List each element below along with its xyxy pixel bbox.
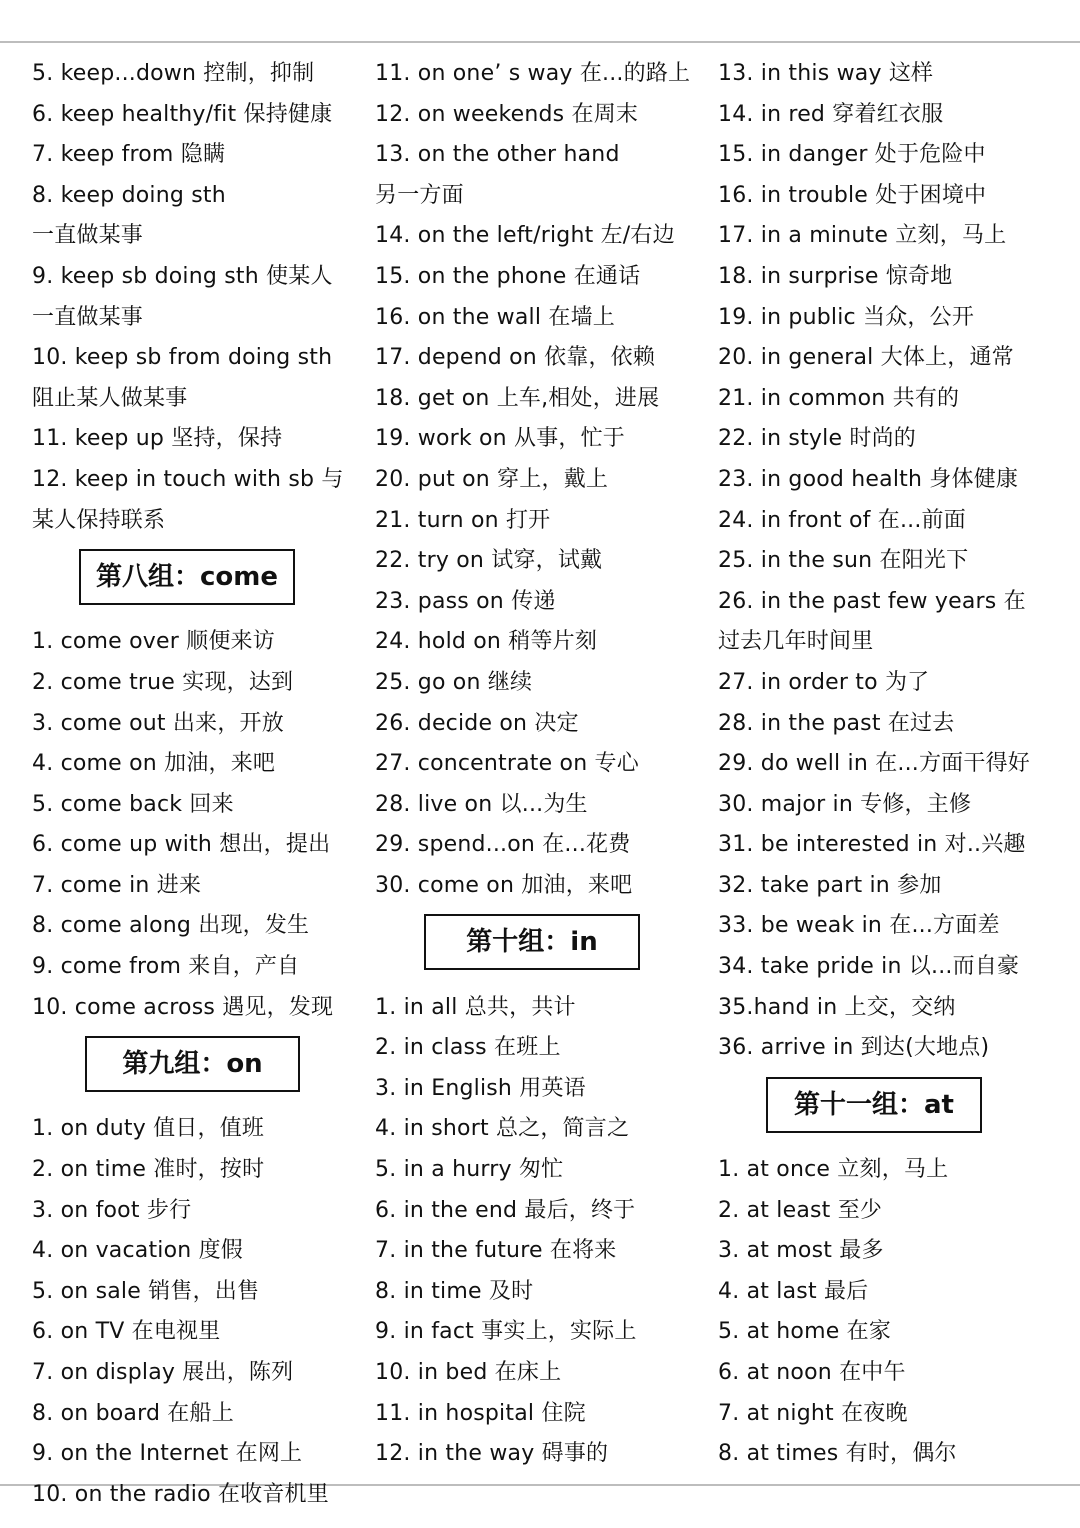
- phrase-entry: 4. on vacation 度假: [32, 1238, 243, 1264]
- phrase-entry: 31. be interested in 对..兴趣: [718, 832, 1026, 858]
- phrase-entry: 27. concentrate on 专心: [375, 751, 639, 777]
- phrase-entry: 某人保持联系: [32, 507, 166, 533]
- phrase-entry: 11. in hospital 住院: [375, 1400, 586, 1426]
- phrase-entry: 5. on sale 销售，出售: [32, 1278, 260, 1304]
- phrase-entry: 24. hold on 稍等片刻: [375, 629, 598, 655]
- phrase-entry: 3. in English 用英语: [375, 1075, 586, 1101]
- phrase-entry: 2. at least 至少: [718, 1197, 883, 1223]
- phrase-entry: 9. keep sb doing sth 使某人: [32, 263, 333, 289]
- phrase-entry: 19. work on 从事，忙于: [375, 426, 626, 452]
- phrase-entry: 1. on duty 值日，值班: [32, 1116, 265, 1142]
- phrase-entry: 7. on display 展出，陈列: [32, 1360, 294, 1385]
- phrase-entry: 7. at night 在夜晚: [718, 1400, 908, 1426]
- phrase-entry: 6. at noon 在中午: [718, 1360, 906, 1385]
- phrase-entry: 6. on TV 在电视里: [32, 1319, 221, 1345]
- section-header-slot: [32, 1028, 372, 1109]
- column-2: [375, 54, 715, 1475]
- top-border-line: [0, 41, 1080, 43]
- phrase-entry: 2. come true 实现，达到: [32, 669, 294, 695]
- phrase-entry: 14. in red 穿着红衣服: [718, 101, 944, 127]
- phrase-entry: 28. in the past 在过去: [718, 710, 955, 736]
- phrase-entry: 21. in common 共有的: [718, 385, 960, 411]
- phrase-entry: 10. in bed 在床上: [375, 1360, 562, 1385]
- phrase-entry: 8. in time 及时: [375, 1278, 534, 1304]
- phrase-entry: 8. come along 出现，发生: [32, 913, 310, 939]
- phrase-entry: 1. come over 顺便来访: [32, 629, 275, 655]
- phrase-entry: 2. on time 准时，按时: [32, 1157, 265, 1183]
- phrase-entry: 10. on the radio 在收音机里: [32, 1481, 329, 1507]
- phrase-entry: 19. in public 当众，公开: [718, 304, 975, 330]
- phrase-entry: 20. in general 大体上，通常: [718, 345, 1014, 371]
- phrase-entry: 2. in class 在班上: [375, 1035, 561, 1061]
- phrase-entry: 17. in a minute 立刻，马上: [718, 223, 1007, 249]
- phrase-entry: 另一方面: [375, 182, 464, 208]
- phrase-entry: 18. get on 上车,相处，进展: [375, 385, 660, 411]
- phrase-entry: 一直做某事: [32, 223, 144, 249]
- phrase-entry: 6. keep healthy/fit 保持健康: [32, 101, 333, 127]
- phrase-entry: 12. in the way 碍事的: [375, 1441, 609, 1467]
- phrase-entry: 16. in trouble 处于困境中: [718, 182, 987, 208]
- phrase-entry: 3. come out 出来，开放: [32, 710, 284, 736]
- phrase-entry: 7. come in 进来: [32, 872, 202, 898]
- phrase-entry: 6. come up with 想出，提出: [32, 832, 331, 858]
- section-heading: 第八组：come: [79, 549, 295, 605]
- phrase-entry: 28. live on 以...为生: [375, 791, 588, 817]
- phrase-entry: 1. at once 立刻，马上: [718, 1157, 949, 1183]
- phrase-entry: 5. keep...down 控制，抑制: [32, 61, 315, 86]
- phrase-entry: 18. in surprise 惊奇地: [718, 263, 953, 289]
- phrase-entry: 27. in order to 为了: [718, 669, 930, 695]
- phrase-entry: 33. be weak in 在...方面差: [718, 913, 1000, 939]
- phrase-entry: 5. come back 回来: [32, 791, 234, 817]
- phrase-entry: 阻止某人做某事: [32, 385, 188, 411]
- phrase-entry: 11. on one’ s way 在...的路上: [375, 61, 691, 86]
- phrase-entry: 15. on the phone 在通话: [375, 263, 641, 289]
- column-1: [32, 54, 372, 1515]
- phrase-entry: 32. take part in 参加: [718, 872, 942, 898]
- phrase-entry: 8. at times 有时，偶尔: [718, 1441, 957, 1467]
- section-heading: 第十一组：at: [766, 1077, 982, 1133]
- phrase-entry: 29. do well in 在...方面干得好: [718, 751, 1030, 777]
- phrase-entry: 15. in danger 处于危险中: [718, 142, 986, 168]
- phrase-entry: 5. in a hurry 匆忙: [375, 1157, 564, 1183]
- phrase-entry: 30. come on 加油，来吧: [375, 872, 633, 898]
- phrase-entry: 25. go on 继续: [375, 669, 533, 695]
- phrase-entry: 26. decide on 决定: [375, 710, 579, 736]
- phrase-entry: 24. in front of 在...前面: [718, 507, 966, 533]
- section-header-slot: [718, 1069, 1048, 1150]
- phrase-entry: 4. in short 总之，简言之: [375, 1116, 630, 1142]
- phrase-entry: 1. in all 总共，共计: [375, 994, 576, 1020]
- phrase-entry: 一直做某事: [32, 304, 144, 330]
- phrase-entry: 7. in the future 在将来: [375, 1238, 617, 1264]
- phrase-entry: 13. in this way 这样: [718, 61, 934, 86]
- phrase-entry: 4. come on 加油，来吧: [32, 751, 276, 777]
- phrase-entry: 23. in good health 身体健康: [718, 466, 1019, 492]
- section-heading: 第九组：on: [85, 1036, 300, 1092]
- phrase-entry: 9. on the Internet 在网上: [32, 1441, 303, 1467]
- phrase-entry: 10. keep sb from doing sth: [32, 345, 333, 371]
- phrase-entry: 34. take pride in 以...而自豪: [718, 954, 1020, 980]
- phrase-entry: 3. at most 最多: [718, 1238, 884, 1264]
- phrase-entry: 26. in the past few years 在: [718, 588, 1026, 614]
- phrase-entry: 13. on the other hand: [375, 142, 620, 168]
- phrase-entry: 9. come from 来自，产自: [32, 954, 300, 980]
- column-3: [718, 54, 1048, 1475]
- phrase-entry: 8. keep doing sth: [32, 182, 226, 208]
- phrase-entry: 10. come across 遇见，发现: [32, 994, 334, 1020]
- phrase-entry: 12. keep in touch with sb 与: [32, 466, 344, 492]
- phrase-entry: 9. in fact 事实上，实际上: [375, 1319, 637, 1345]
- phrase-entry: 29. spend...on 在...花费: [375, 832, 631, 858]
- phrase-entry: 4. at last 最后: [718, 1278, 869, 1304]
- phrase-entry: 6. in the end 最后，终于: [375, 1197, 636, 1223]
- phrase-entry: 21. turn on 打开: [375, 507, 551, 533]
- phrase-entry: 36. arrive in 到达(大地点): [718, 1035, 990, 1061]
- phrase-entry: 过去几年时间里: [718, 629, 874, 655]
- section-heading: 第十组：in: [424, 914, 640, 970]
- phrase-entry: 30. major in 专修，主修: [718, 791, 972, 817]
- phrase-entry: 11. keep up 坚持，保持: [32, 426, 283, 452]
- phrase-entry: 12. on weekends 在周末: [375, 101, 639, 127]
- phrase-entry: 22. in style 时尚的: [718, 426, 916, 452]
- phrase-entry: 16. on the wall 在墙上: [375, 304, 615, 330]
- phrase-entry: 14. on the left/right 左/右边: [375, 223, 675, 249]
- phrase-entry: 20. put on 穿上，戴上: [375, 466, 609, 492]
- phrase-entry: 23. pass on 传递: [375, 588, 556, 614]
- phrase-entry: 17. depend on 依靠，依赖: [375, 345, 656, 371]
- section-header-slot: [32, 541, 372, 622]
- phrase-entry: 22. try on 试穿，试戴: [375, 548, 603, 574]
- section-header-slot: [375, 906, 715, 987]
- phrase-entry: 35.hand in 上交，交纳: [718, 994, 956, 1020]
- phrase-entry: 7. keep from 隐瞒: [32, 142, 226, 168]
- phrase-entry: 8. on board 在船上: [32, 1400, 234, 1426]
- phrase-entry: 5. at home 在家: [718, 1319, 892, 1345]
- phrase-entry: 3. on foot 步行: [32, 1197, 192, 1223]
- phrase-entry: 25. in the sun 在阳光下: [718, 548, 969, 574]
